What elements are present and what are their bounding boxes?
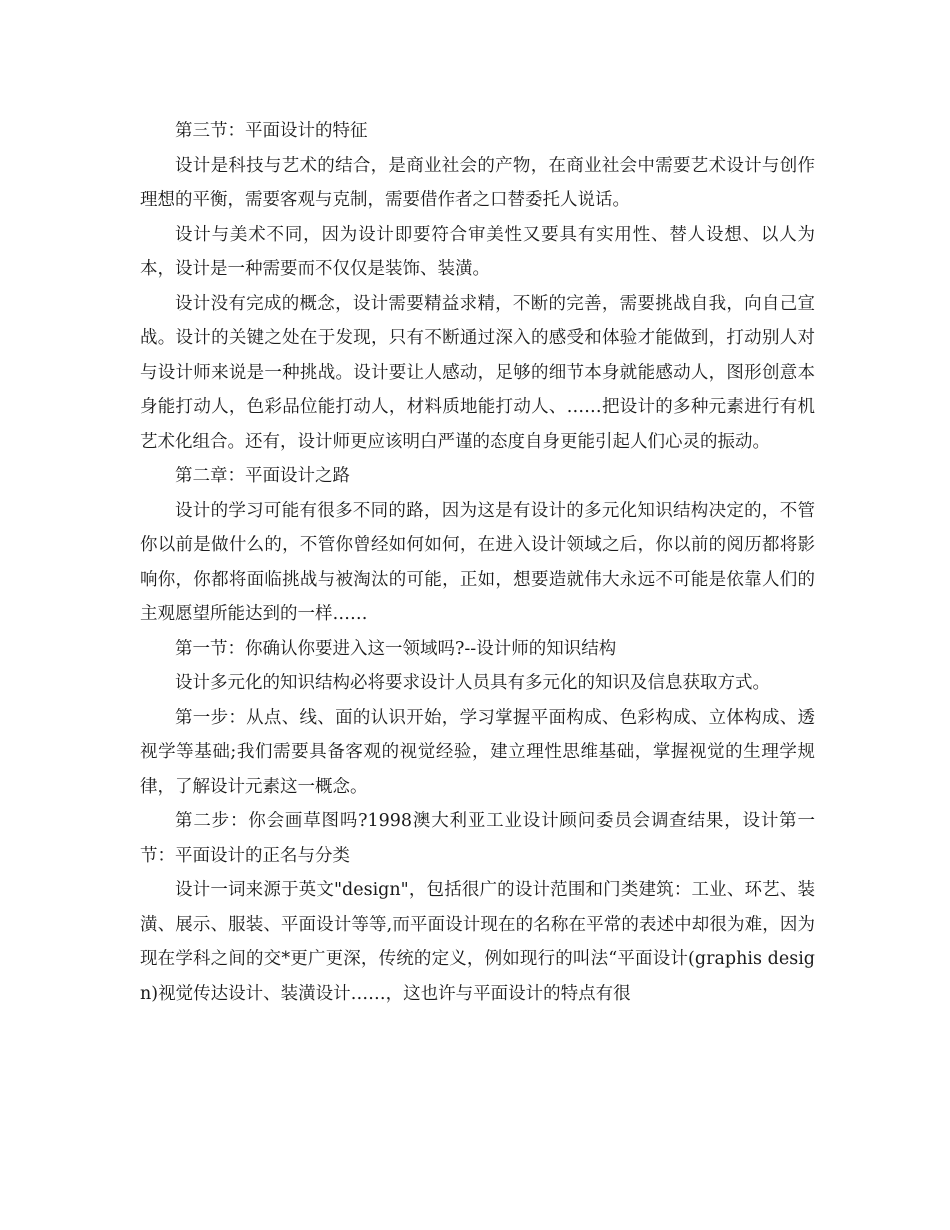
paragraph-design-never-complete: 设计没有完成的概念，设计需要精益求精，不断的完善，需要挑战自我，向自己宣战。设计的关键之处在于发现，只有不断通过深入的感受和体验才能做到，打动别人对与设计师来说是一种挑战。设计要让人感动，足够的细节本身就能感动人，图形创意本身能打动人，色彩品位能打动人，材料质地能打动人、……把设计的多种元素进行有机艺术化组合。还有，设计师更应该明白严谨的态度自身更能引起人们心灵的振动。 [140,293,815,452]
paragraph-design-vs-art: 设计与美术不同，因为设计即要符合审美性又要具有实用性、替人设想、以人为本，设计是一种需要而不仅仅是装饰、装潢。 [140,224,815,279]
paragraph-step-one: 第一步：从点、线、面的认识开始，学习掌握平面构成、色彩构成、立体构成、透视学等基础;我们需要具备客观的视觉经验，建立理性思维基础，掌握视觉的生理学规律，了解设计元素这一概念。 [140,707,815,797]
paragraph-design-word-origin: 设计一词来源于英文"design"，包括很广的设计范围和门类建筑：工业、环艺、装潢、展示、服装、平面设计等等,而平面设计现在的名称在平常的表述中却很为难，因为现在学科之间的交*更广更深，传统的定义，例如现行的叫法“平面设计(graphis design)视觉传达设计、装潢设计……，这也许与平面设计的特点有很 [140,880,815,1004]
paragraph-diverse-knowledge: 设计多元化的知识结构必将要求设计人员具有多元化的知识及信息获取方式。 [175,673,770,693]
section-heading-knowledge-structure: 第一节：你确认你要进入这一领域吗?--设计师的知识结构 [175,638,617,659]
paragraph-design-definition: 设计是科技与艺术的结合，是商业社会的产物，在商业社会中需要艺术设计与创作理想的平衡，需要客观与克制，需要借作者之口替委托人说话。 [140,155,815,210]
chapter-heading-path: 第二章：平面设计之路 [175,466,350,486]
paragraph-step-two: 第二步：你会画草图吗?1998澳大利亚工业设计顾问委员会调查结果，设计第一节：平面设计的正名与分类 [140,811,815,866]
paragraph-learning-paths: 设计的学习可能有很多不同的路，因为这是有设计的多元化知识结构决定的，不管你以前是做什么的，不管你曾经如何如何，在进入设计领域之后，你以前的阅历都将影响你，你都将面临挑战与被淘汰的可能，正如，想要造就伟大永远不可能是依靠人们的主观愿望所能达到的一样…… [140,500,815,624]
document-body [140,114,815,1011]
section-heading-features: 第三节：平面设计的特征 [175,121,368,141]
